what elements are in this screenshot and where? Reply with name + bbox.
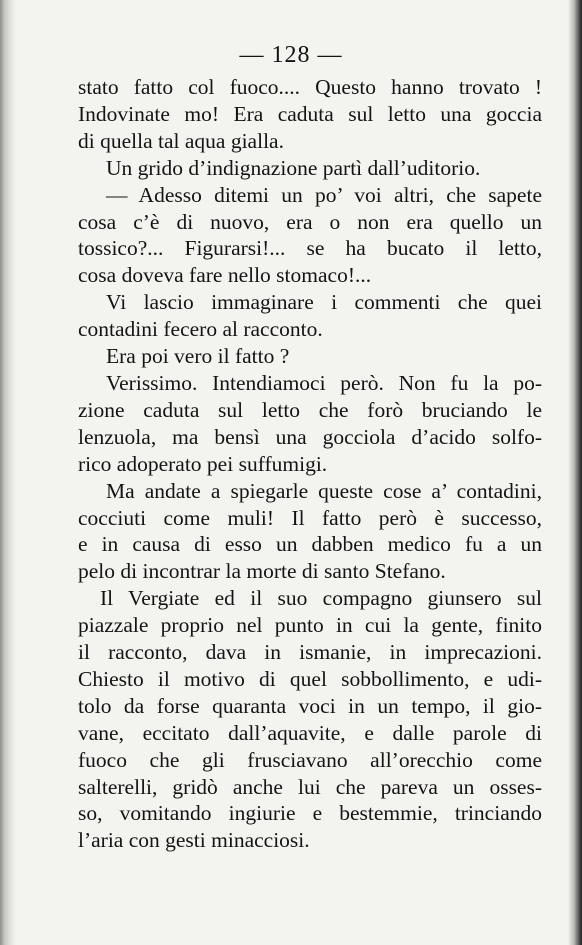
text-line: salterelli, gridò anche lui che pareva un osses- [78, 774, 542, 799]
text-line: so, vomitando ingiurie e bestemmie, trinciando [78, 801, 542, 826]
text-line: Il Vergiate ed il suo compagno giunsero sul [100, 586, 542, 611]
text-line: lenzuola, ma bensì una gocciola d’acido solfo- [78, 424, 542, 449]
text-line: cosa doveva fare nello stomaco!... [78, 263, 372, 288]
page-body-text [78, 74, 542, 854]
text-line: Era poi vero il fatto ? [106, 344, 290, 369]
text-line: Un grido d’indignazione partì dall’uditorio. [106, 155, 481, 180]
text-line: Vi lascio immaginare i commenti che quei [106, 290, 542, 315]
text-line: vane, eccitato dall’aquavite, e dalle parole di [78, 720, 542, 745]
text-line: rico adoperato pei suffumigi. [78, 451, 328, 476]
text-line: Chiesto il motivo di quel sobbollimento, e udi- [78, 666, 542, 691]
text-line: e in causa di esso un dabben medico fu a un [78, 532, 542, 557]
text-line: contadini fecero al racconto. [78, 317, 323, 342]
text-line: Ma andate a spiegarle queste cose a’ contadini, [106, 478, 542, 503]
text-line: tolo da forse quaranta voci in un tempo, il gio- [78, 693, 542, 718]
text-line: cosa c’è di nuovo, era o non era quello un [78, 209, 542, 234]
text-line: tossico?... Figurarsi!... se ha bucato il letto, [78, 236, 542, 261]
page-right-edge [568, 0, 582, 945]
text-line: fuoco che gli frusciavano all’orecchio come [78, 747, 542, 772]
text-line: il racconto, dava in ismanie, in imprecazioni. [78, 640, 542, 665]
text-line: Verissimo. Intendiamoci però. Non fu la po- [106, 370, 542, 395]
text-line: Indovinate mo! Era caduta sul letto una goccia [78, 101, 542, 126]
text-line: l’aria con gesti minacciosi. [78, 828, 310, 853]
page-number: — 128 — [239, 42, 343, 68]
text-line: di quella tal aqua gialla. [78, 128, 284, 153]
text-line: zione caduta sul letto che forò bruciando le [78, 397, 542, 422]
page-left-edge [0, 0, 16, 945]
text-line: pelo di incontrar la morte di santo Stefano. [78, 559, 446, 584]
text-line: piazzale proprio nel punto in cui la gente, finito [78, 613, 542, 638]
text-line: — Adesso ditemi un po’ voi altri, che sapete [106, 182, 542, 207]
text-line: stato fatto col fuoco.... Questo hanno trovato ! [78, 75, 542, 99]
text-line: cocciuti come muli! Il fatto però è successo, [78, 505, 542, 530]
